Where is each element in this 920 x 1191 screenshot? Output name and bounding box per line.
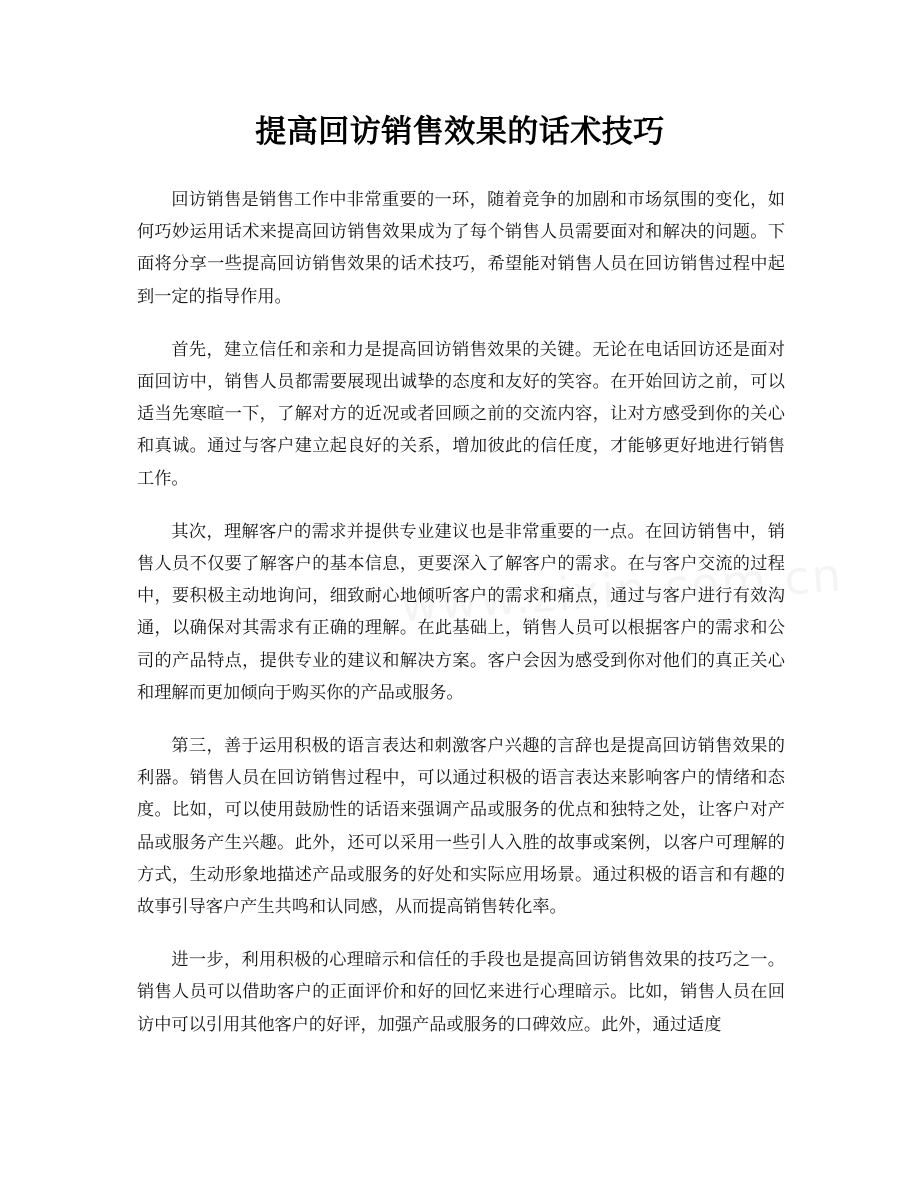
paragraph-intro: 回访销售是销售工作中非常重要的一环，随着竞争的加剧和市场氛围的变化，如何巧妙运用话术来提高回访销售效果成为了每个销售人员需要面对和解决的问题。下面将分享一些提高回访销售效果的话术技巧，希望能对销售人员在回访销售过程中起到一定的指导作用。 [137,190,785,307]
paragraph-psychology: 进一步，利用积极的心理暗示和信任的手段也是提高回访销售效果的技巧之一。销售人员可以借助客户的正面评价和好的回忆来进行心理暗示。比如，销售人员在回访中可以引用其他客户的好评，加强产品或服务的口碑效应。此外，通过适度 [137,950,785,1035]
paragraph-needs: 其次，理解客户的需求并提供专业建议也是非常重要的一点。在回访销售中，销售人员不仅要了解客户的基本信息，更要深入了解客户的需求。在与客户交流的过程中，要积极主动地询问，细致耐心地倾听客户的需求和痛点，通过与客户进行有效沟通，以确保对其需求有正确的理解。在此基础上，销售人员可以根据客户的需求和公司的产品特点，提供专业的建议和解决方案。客户会因为感受到你对他们的真正关心和理解而更加倾向于购买你的产品或服务。 [137,521,785,703]
document-body [137,184,785,1062]
paragraph-trust: 首先，建立信任和亲和力是提高回访销售效果的关键。无论在电话回访还是面对面回访中，销售人员都需要展现出诚挚的态度和友好的笑容。在开始回访之前，可以适当先寒暄一下，了解对方的近况或者回顾之前的交流内容，让对方感受到你的关心和真诚。通过与客户建立起良好的关系，增加彼此的信任度，才能够更好地进行销售工作。 [137,339,785,489]
document-title: 提高回访销售效果的话术技巧 [255,114,665,150]
paragraph-language: 第三，善于运用积极的语言表达和刺激客户兴趣的言辞也是提高回访销售效果的利器。销售人员在回访销售过程中，可以通过积极的语言表达来影响客户的情绪和态度。比如，可以使用鼓励性的话语来强调产品或服务的优点和独特之处，让客户对产品或服务产生兴趣。此外，还可以采用一些引人入胜的故事或案例，以客户可理解的方式，生动形象地描述产品或服务的好处和实际应用场景。通过积极的语言和有趣的故事引导客户产生共鸣和认同感，从而提高销售转化率。 [137,736,785,918]
